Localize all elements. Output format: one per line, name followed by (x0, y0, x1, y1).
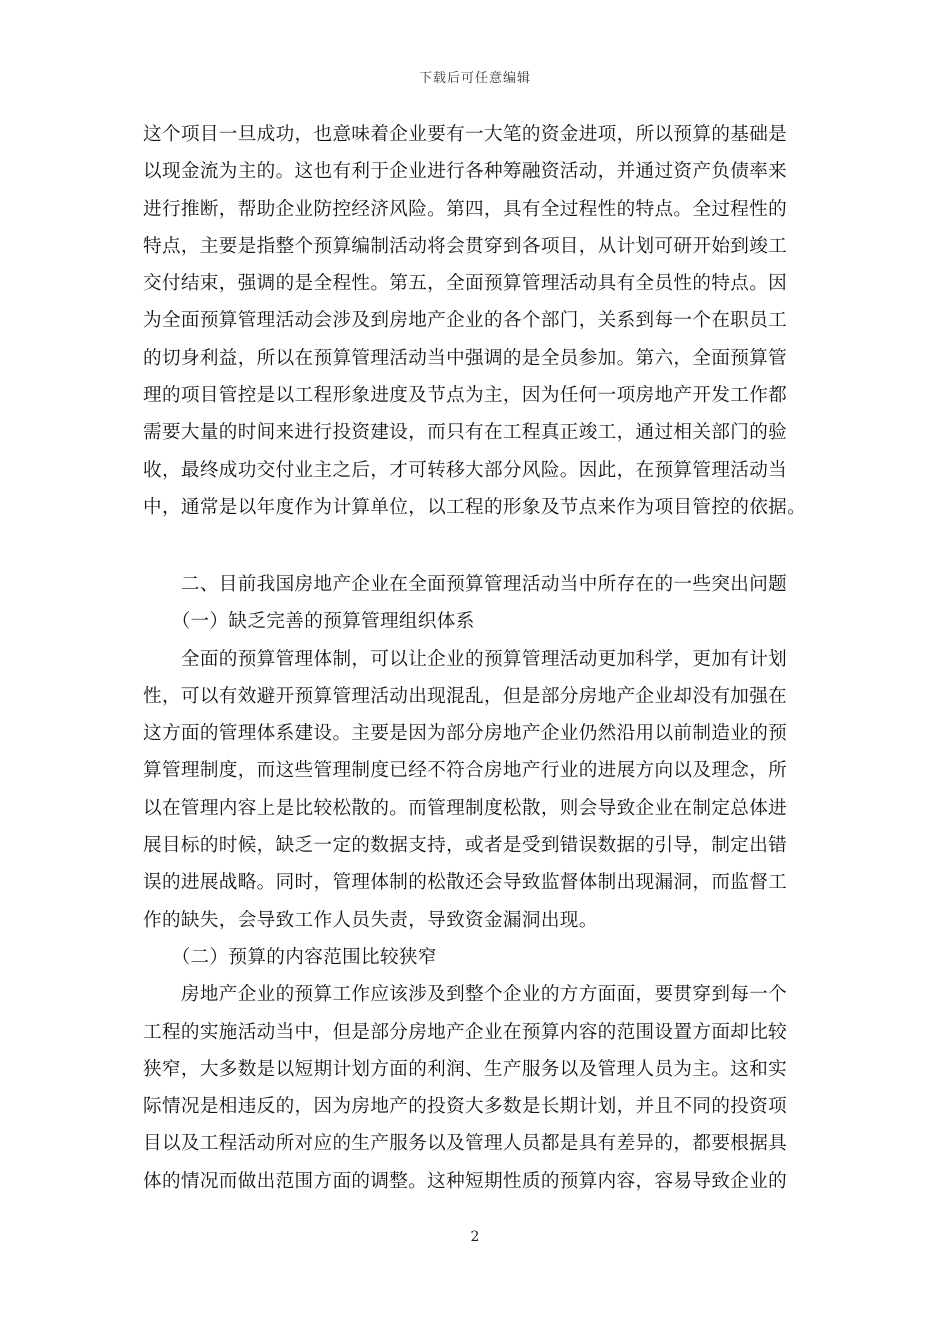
text-line: 为全面预算管理活动会涉及到房地产企业的各个部门，关系到每一个在职员工 (143, 310, 788, 332)
text-line: 误的进展战略。同时，管理体制的松散还会导致监督体制出现漏洞，而监督工 (143, 872, 788, 894)
text-line: 狭窄，大多数是以短期计划方面的利润、生产服务以及管理人员为主。这和实 (143, 1058, 788, 1080)
text-line: 际情况是相违反的，因为房地产的投资大多数是长期计划，并且不同的投资项 (143, 1096, 788, 1118)
paragraph-block-2 (143, 566, 811, 1200)
text-line: 需要大量的时间来进行投资建设，而只有在工程真正竣工，通过相关部门的验 (143, 422, 788, 444)
text-line: 工程的实施活动当中，但是部分房地产企业在预算内容的范围设置方面却比较 (143, 1021, 788, 1043)
text-line: 全面的预算管理体制，可以让企业的预算管理活动更加科学，更加有计划 (143, 648, 788, 670)
text-line: 算管理制度，而这些管理制度已经不符合房地产行业的进展方向以及理念，所 (143, 760, 788, 782)
text-line: 中，通常是以年度作为计算单位，以工程的形象及节点来作为项目管控的依据。 (143, 496, 807, 518)
text-line: 的切身利益，所以在预算管理活动当中强调的是全员参加。第六，全面预算管 (143, 347, 788, 369)
text-line: 展目标的时候，缺乏一定的数据支持，或者是受到错误数据的引导，制定出错 (143, 835, 788, 857)
text-line: 收，最终成功交付业主之后，才可转移大部分风险。因此，在预算管理活动当 (143, 459, 788, 481)
text-line: 进行推断，帮助企业防控经济风险。第四，具有全过程性的特点。全过程性的 (143, 198, 788, 220)
page-header: 下载后可任意编辑 (418, 71, 531, 86)
paragraph-block-1 (143, 116, 811, 526)
text-line: 目以及工程活动所对应的生产服务以及管理人员都是具有差异的，都要根据具 (143, 1133, 788, 1155)
text-line: 特点，主要是指整个预算编制活动将会贯穿到各项目，从计划可研开始到竣工 (143, 235, 788, 257)
text-line: 以现金流为主的。这也有利于企业进行各种筹融资活动，并通过资产负债率来 (143, 161, 788, 183)
page-number: 2 (470, 1229, 480, 1245)
text-line: 这个项目一旦成功，也意味着企业要有一大笔的资金进项，所以预算的基础是 (143, 124, 788, 145)
section-heading: 二、目前我国房地产企业在全面预算管理活动当中所存在的一些突出问题 (143, 574, 788, 595)
text-line: 体的情况而做出范围方面的调整。这种短期性质的预算内容，容易导致企业的 (143, 1170, 788, 1192)
text-line: 交付结束，强调的是全程性。第五，全面预算管理活动具有全员性的特点。因 (143, 273, 788, 295)
subsection-heading: （一）缺乏完善的预算管理组织体系 (143, 611, 475, 633)
text-line: 房地产企业的预算工作应该涉及到整个企业的方方面面，要贯穿到每一个 (143, 984, 788, 1006)
text-line: 作的缺失，会导致工作人员失责，导致资金漏洞出现。 (143, 909, 598, 931)
text-line: 以在管理内容上是比较松散的。而管理制度松散，则会导致企业在制定总体进 (143, 797, 788, 819)
text-line: 理的项目管控是以工程形象进度及节点为主，因为任何一项房地产开发工作都 (143, 385, 788, 407)
text-line: 这方面的管理体系建设。主要是因为部分房地产企业仍然沿用以前制造业的预 (143, 723, 788, 745)
text-line: 性，可以有效避开预算管理活动出现混乱，但是部分房地产企业却没有加强在 (143, 685, 788, 707)
subsection-heading: （二）预算的内容范围比较狭窄 (143, 946, 437, 968)
